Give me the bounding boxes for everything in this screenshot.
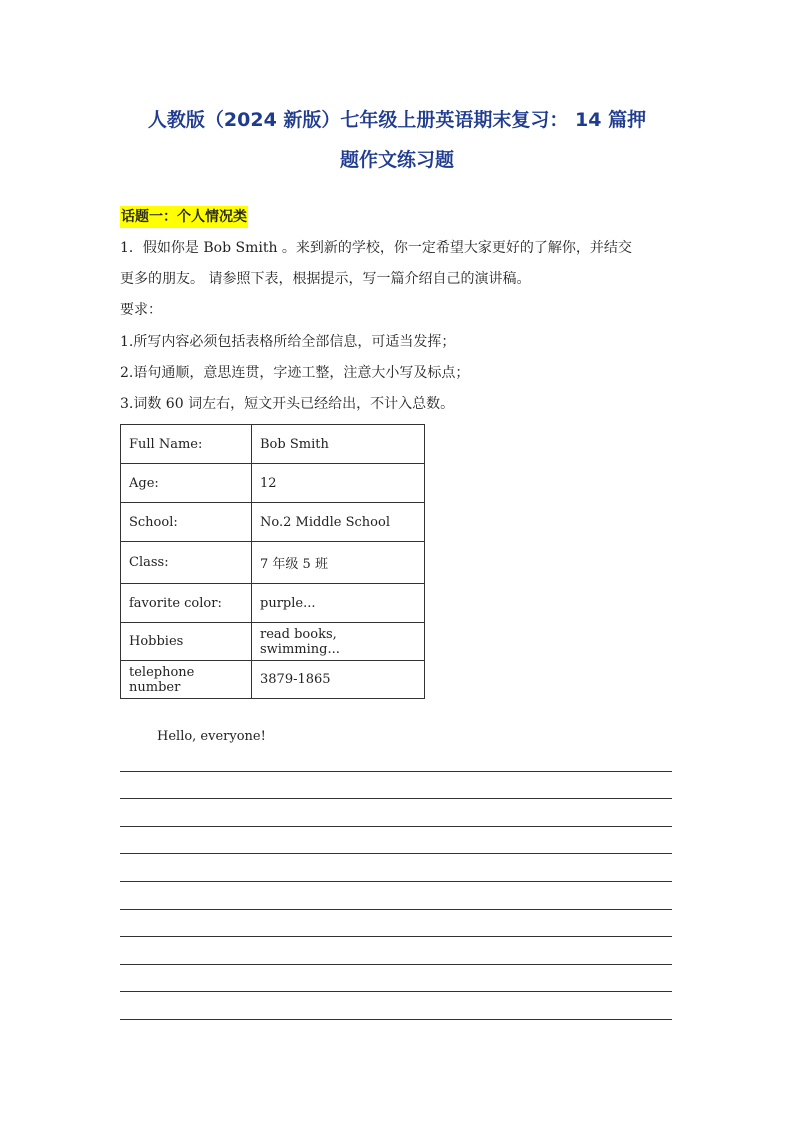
row-label: Age: [121, 464, 252, 503]
writing-line[interactable] [120, 853, 672, 854]
row-label: School: [121, 503, 252, 542]
row-value: Bob Smith [252, 425, 425, 464]
title-line-1: 人教版（2024 新版）七年级上册英语期末复习： 14 篇押 [147, 109, 647, 131]
row-value: 7 年级 5 班 [252, 542, 425, 584]
row-label: Hobbies [121, 623, 252, 661]
writing-line[interactable] [120, 909, 672, 910]
table-row [121, 503, 425, 542]
table-row [121, 425, 425, 464]
writing-line[interactable] [120, 936, 672, 937]
requirements-heading: 要求： [120, 302, 162, 318]
row-value: 3879-1865 [252, 661, 425, 699]
row-value: read books, swimming... [252, 623, 425, 661]
document-title [110, 100, 684, 180]
topic-heading: 话题一：个人情况类 [120, 206, 248, 228]
row-label: favorite color: [121, 584, 252, 623]
row-value: No.2 Middle School [252, 503, 425, 542]
table-row [121, 542, 425, 584]
info-table [120, 424, 425, 699]
row-value: 12 [252, 464, 425, 503]
row-label: telephone number [121, 661, 252, 699]
table-row [121, 464, 425, 503]
row-value: purple... [252, 584, 425, 623]
table-row [121, 584, 425, 623]
row-label: Full Name: [121, 425, 252, 464]
writing-line[interactable] [120, 798, 672, 799]
table-row [121, 623, 425, 661]
writing-line[interactable] [120, 881, 672, 882]
title-line-2: 题作文练习题 [339, 149, 454, 171]
prompt-line-1: 1．假如你是 Bob Smith 。来到新的学校，你一定希望大家更好的了解你，并结交 [120, 240, 632, 256]
table-row [121, 661, 425, 699]
writing-line[interactable] [120, 771, 672, 772]
writing-line[interactable] [120, 991, 672, 992]
prompt-line-2: 更多的朋友。 请参照下表，根据提示，写一篇介绍自己的演讲稿。 [120, 271, 531, 287]
writing-line[interactable] [120, 1019, 672, 1020]
writing-line[interactable] [120, 964, 672, 965]
requirement-1: 1.所写内容必须包括表格所给全部信息，可适当发挥； [120, 334, 456, 350]
writing-line[interactable] [120, 826, 672, 827]
row-label: Class: [121, 542, 252, 584]
essay-opening: Hello, everyone! [157, 729, 266, 744]
requirement-3: 3.词数 60 词左右，短文开头已经给出，不计入总数。 [120, 396, 455, 412]
requirement-2: 2.语句通顺，意思连贯，字迹工整，注意大小写及标点； [120, 365, 470, 381]
